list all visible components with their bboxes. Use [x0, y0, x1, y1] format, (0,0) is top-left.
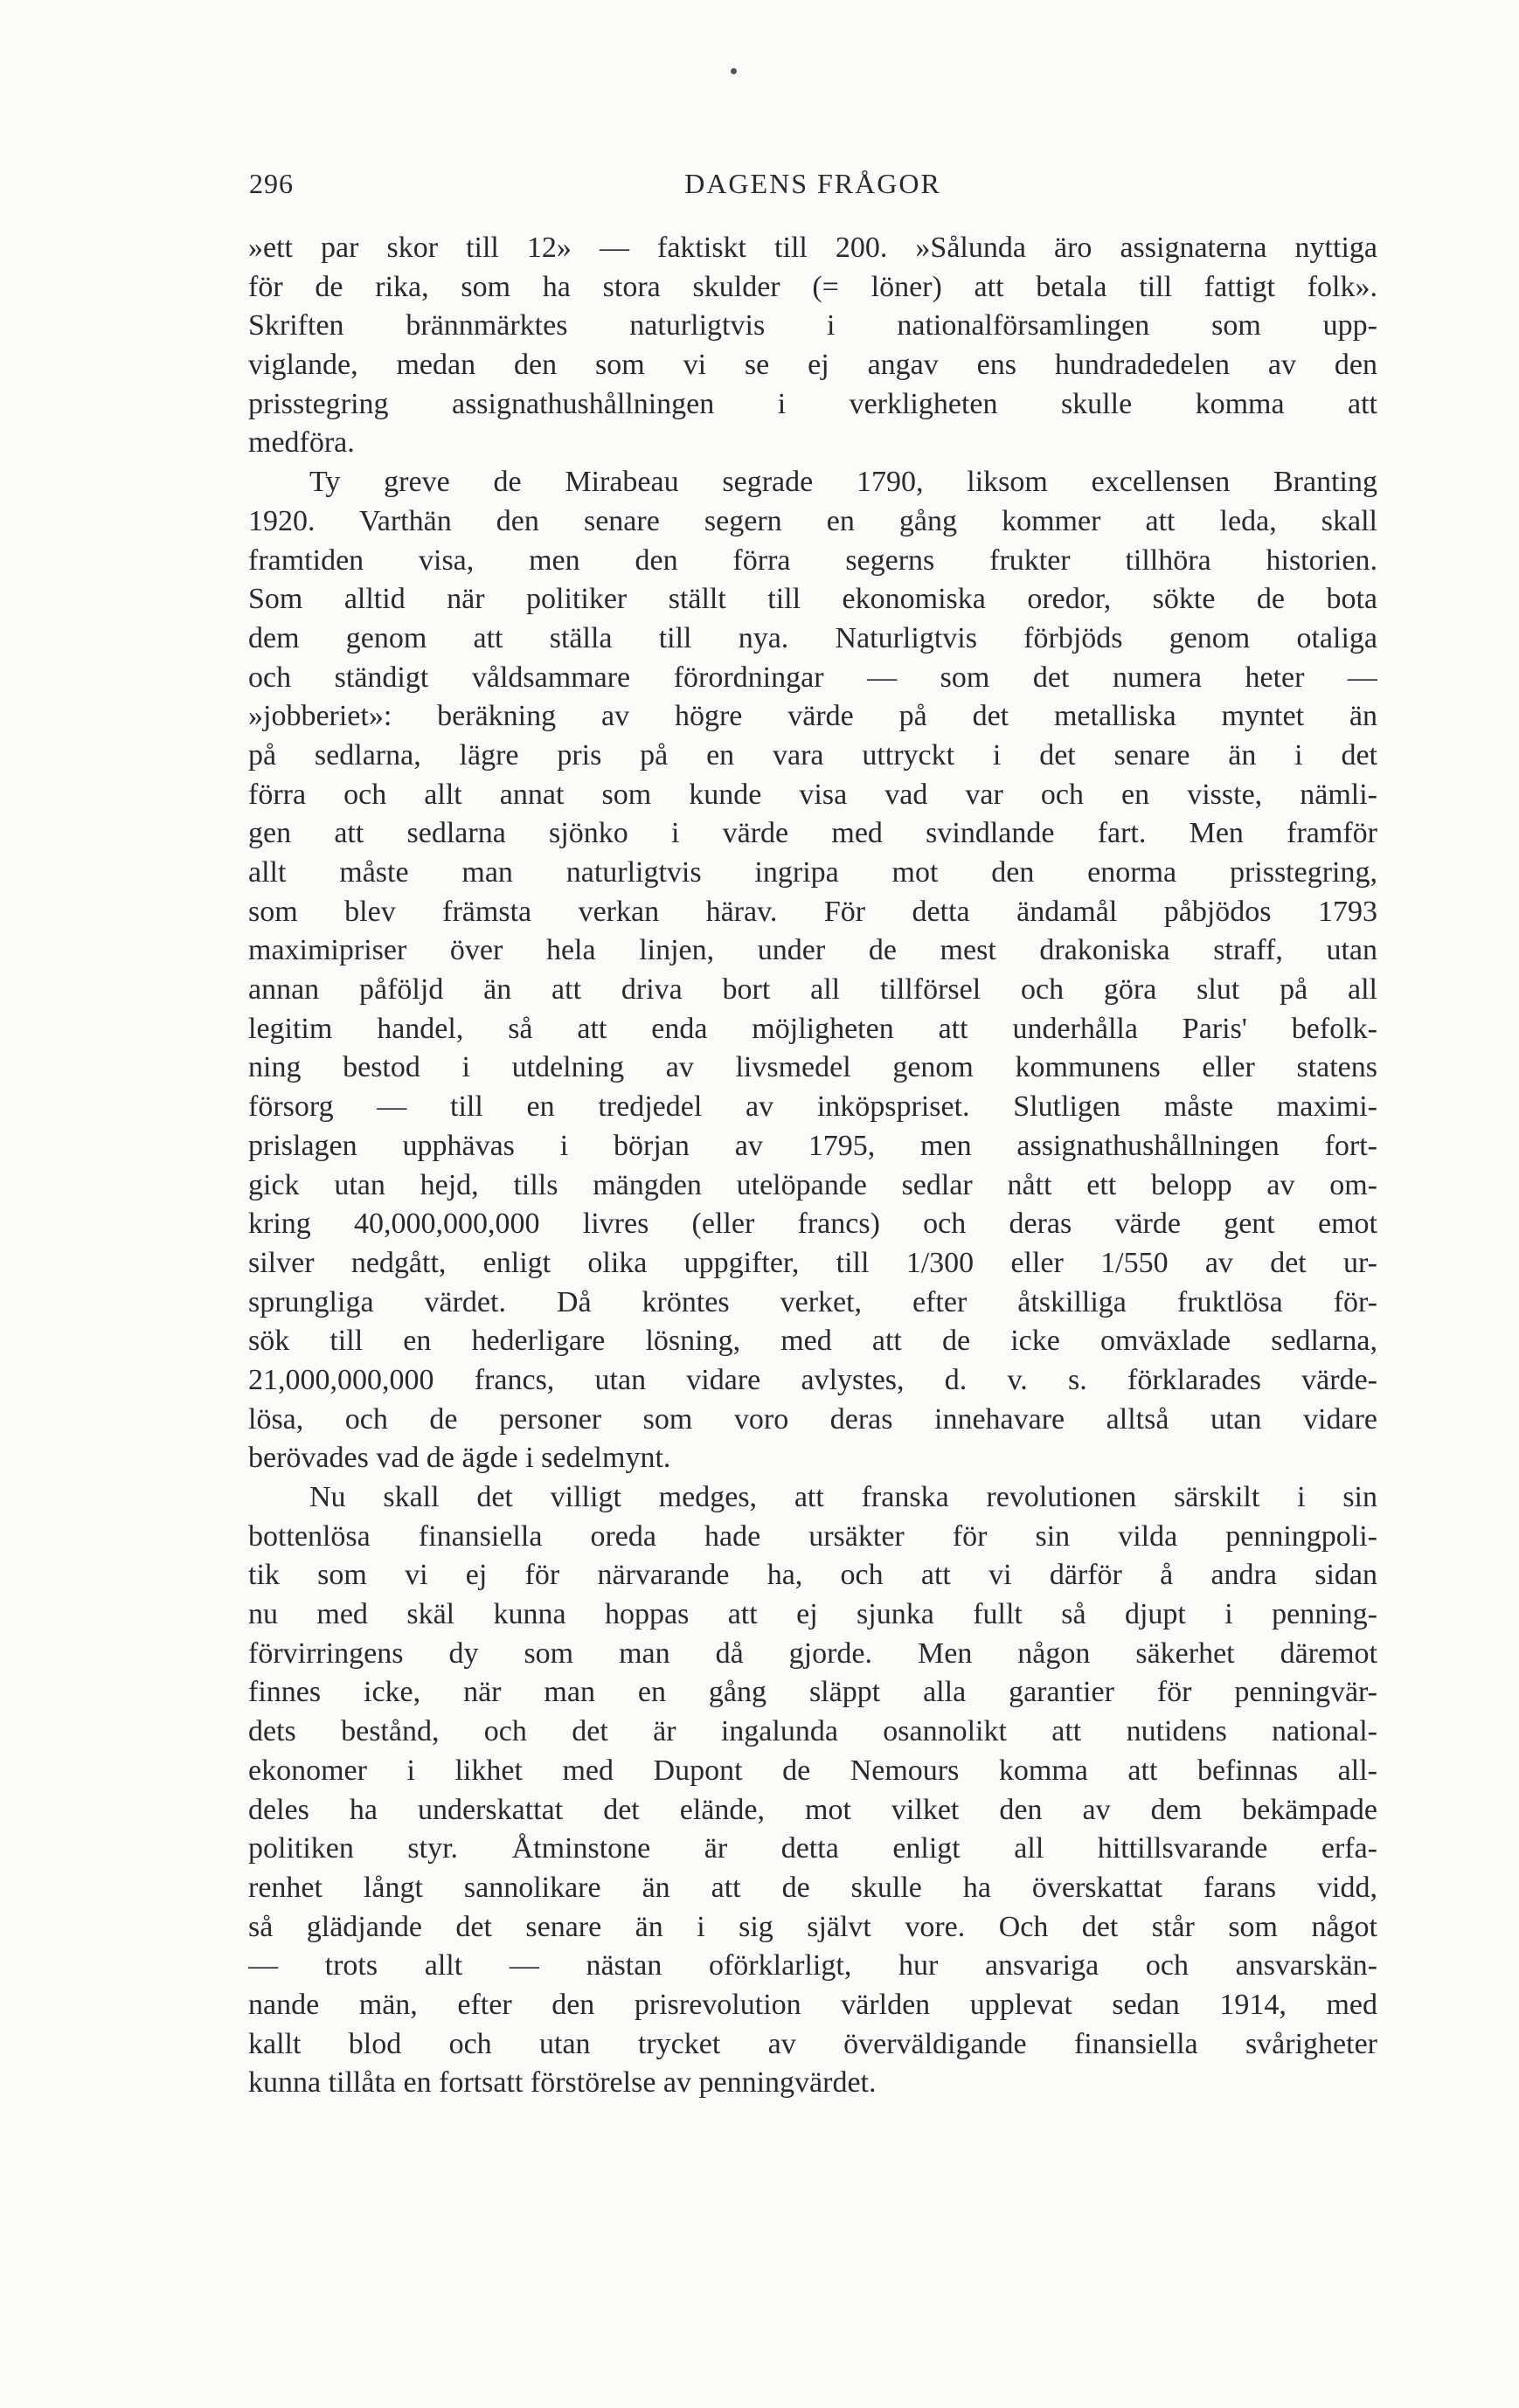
- text-line: förra och allt annat som kunde visa vad var och en visste, nämli-: [248, 778, 1377, 811]
- text-line: finnes icke, när man en gång släppt alla garantier för penningvär-: [248, 1676, 1377, 1709]
- text-line: kallt blod och utan trycket av överväldigande finansiella svårigheter: [248, 2027, 1377, 2060]
- text-line: prisstegring assignathushållningen i verkligheten skulle komma att: [248, 387, 1377, 420]
- body-text: [248, 229, 1377, 2103]
- text-line: renhet långt sannolikare än att de skulle ha överskattat farans vidd,: [248, 1871, 1377, 1904]
- page-number: 296: [249, 168, 294, 199]
- text-line: kring 40,000,000,000 livres (eller francs) och deras värde gent emot: [248, 1207, 1377, 1241]
- text-line: — trots allt — nästan oförklarligt, hur ansvariga och ansvarskän-: [248, 1949, 1377, 1982]
- text-line: försorg — till en tredjedel av inköpspriset. Slutligen måste maximi-: [248, 1090, 1377, 1124]
- text-line: silver nedgått, enligt olika uppgifter, till 1/300 eller 1/550 av det ur-: [248, 1246, 1377, 1279]
- text-line: politiken styr. Åtminstone är detta enligt all hittillsvarande erfa-: [248, 1832, 1377, 1865]
- text-line: berövades vad de ägde i sedelmynt.: [248, 1442, 671, 1475]
- running-title: DAGENS FRÅGOR: [684, 168, 941, 199]
- text-line: gen att sedlarna sjönko i värde med svindlande fart. Men framför: [248, 817, 1377, 850]
- text-line: »jobberiet»: beräkning av högre värde på det metalliska myntet än: [248, 700, 1377, 733]
- text-line: viglande, medan den som vi se ej angav ens hundradedelen av den: [248, 349, 1377, 382]
- text-line: sök till en hederligare lösning, med att de icke omväxlade sedlarna,: [248, 1325, 1377, 1358]
- text-line: gick utan hejd, tills mängden utelöpande sedlar nått ett belopp av om-: [248, 1168, 1377, 1201]
- text-line: så glädjande det senare än i sig självt vore. Och det står som något: [248, 1910, 1377, 1943]
- text-line: dem genom att ställa till nya. Naturligtvis förbjöds genom otaliga: [248, 621, 1377, 654]
- text-line: Skriften brännmärktes naturligtvis i nationalförsamlingen som upp-: [248, 309, 1377, 343]
- text-line: allt måste man naturligtvis ingripa mot den enorma prisstegring,: [248, 856, 1377, 889]
- running-header: [249, 168, 1377, 203]
- text-line: 21,000,000,000 francs, utan vidare avlystes, d. v. s. förklarades värde-: [248, 1363, 1377, 1396]
- text-line: ning bestod i utdelning av livsmedel genom kommunens eller statens: [248, 1051, 1377, 1084]
- text-line: som blev främsta verkan härav. För detta ändamål påbjödos 1793: [248, 895, 1377, 928]
- text-line: Som alltid när politiker ställt till ekonomiska oredor, sökte de bota: [248, 583, 1377, 616]
- text-line: nu med skäl kunna hoppas att ej sjunka fullt så djupt i penning-: [248, 1598, 1377, 1631]
- text-line: prislagen upphävas i början av 1795, men assignathushållningen fort-: [248, 1129, 1377, 1162]
- text-line: förvirringens dy som man då gjorde. Men någon säkerhet däremot: [248, 1636, 1377, 1670]
- text-line: Ty greve de Mirabeau segrade 1790, liksom excellensen Branting: [309, 466, 1377, 499]
- text-line: för de rika, som ha stora skulder (= löner) att betala till fattigt folk».: [248, 270, 1377, 303]
- text-line: »ett par skor till 12» — faktiskt till 200. »Sålunda äro assignaterna nyttiga: [248, 232, 1377, 264]
- text-line: annan påföljd än att driva bort all tillförsel och göra slut på all: [248, 973, 1377, 1007]
- text-line: legitim handel, så att enda möjligheten att underhålla Paris' befolk-: [248, 1012, 1377, 1045]
- text-line: framtiden visa, men den förra segerns frukter tillhöra historien.: [248, 543, 1377, 577]
- text-line: sprungliga värdet. Då kröntes verket, efter åtskilliga fruktlösa för-: [248, 1285, 1377, 1318]
- text-line: Nu skall det villigt medges, att franska revolutionen särskilt i sin: [309, 1481, 1377, 1513]
- text-line: tik som vi ej för närvarande ha, och att vi därför å andra sidan: [248, 1559, 1377, 1592]
- text-line: bottenlösa finansiella oreda hade ursäkter för sin vilda penningpoli-: [248, 1519, 1377, 1553]
- text-line: medföra.: [248, 426, 355, 460]
- text-line: och ständigt våldsammare förordningar — som det numera heter —: [248, 661, 1377, 694]
- text-line: deles ha underskattat det elände, mot vilket den av dem bekämpade: [248, 1793, 1377, 1826]
- text-line: kunna tillåta en fortsatt förstörelse av penningvärdet.: [248, 2066, 877, 2100]
- print-speck: [731, 68, 737, 74]
- text-line: 1920. Varthän den senare segern en gång kommer att leda, skall: [248, 504, 1377, 537]
- text-line: dets bestånd, och det är ingalunda osannolikt att nutidens national-: [248, 1715, 1377, 1748]
- text-line: nande män, efter den prisrevolution världen upplevat sedan 1914, med: [248, 1988, 1377, 2021]
- text-line: lösa, och de personer som voro deras innehavare alltså utan vidare: [248, 1402, 1377, 1436]
- text-line: på sedlarna, lägre pris på en vara uttryckt i det senare än i det: [248, 738, 1377, 772]
- text-line: ekonomer i likhet med Dupont de Nemours komma att befinnas all-: [248, 1754, 1377, 1787]
- text-line: maximipriser över hela linjen, under de mest drakoniska straff, utan: [248, 934, 1377, 967]
